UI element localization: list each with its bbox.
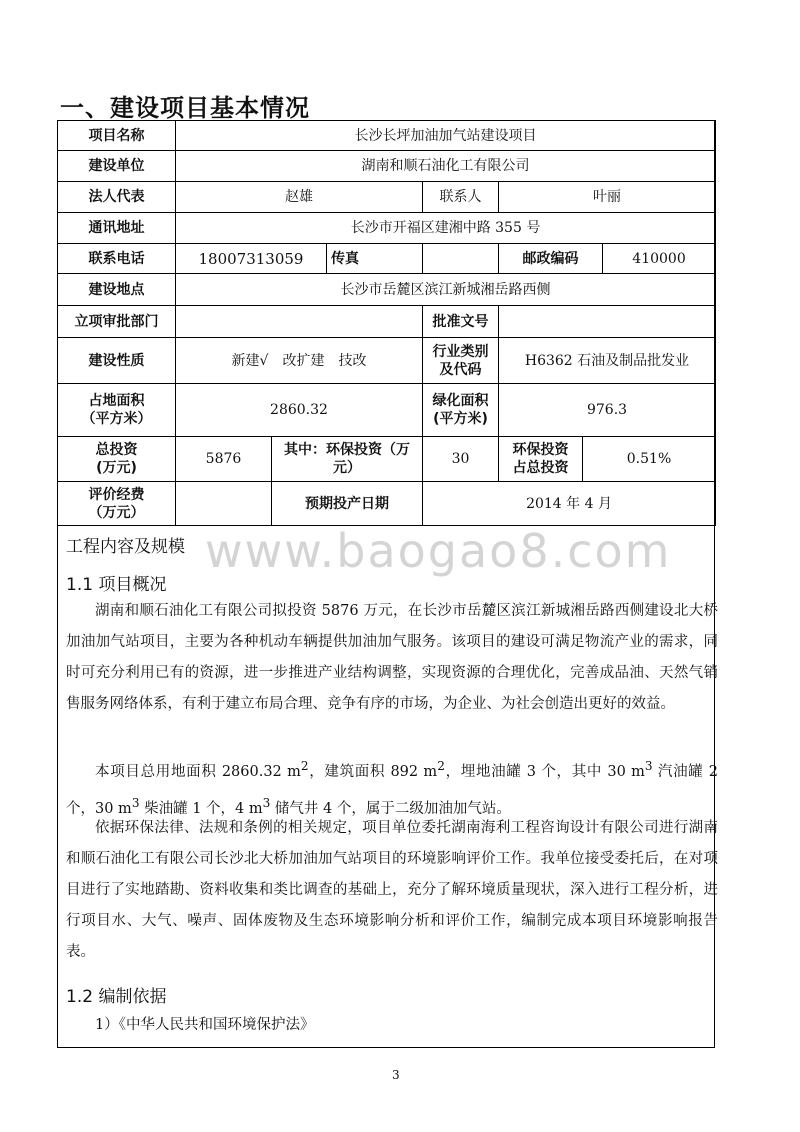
approval-no-value xyxy=(499,306,716,338)
approval-no-label: 批准文号 xyxy=(423,306,499,338)
sup-2: 2 xyxy=(437,759,445,773)
scale-text-1: 本项目总用地面积 2860.32 m xyxy=(95,763,301,780)
env-invest-label xyxy=(272,437,423,482)
invest-label xyxy=(58,437,176,482)
industry-value: H6362 石油及制品批发业 xyxy=(499,338,716,384)
phone-value: 18007313059 xyxy=(176,244,327,274)
builder-label: 建设单位 xyxy=(58,151,176,182)
site-value: 长沙市岳麓区滨江新城湘岳路西侧 xyxy=(176,274,716,306)
area-value: 2860.32 xyxy=(176,384,423,437)
industry-label-line2: 及代码 xyxy=(439,361,482,378)
invest-label-line1: 总投资 xyxy=(95,442,138,458)
project-name-label: 项目名称 xyxy=(58,121,176,151)
nature-label: 建设性质 xyxy=(58,338,176,384)
subsection-title-1: 1.1 项目概况 xyxy=(66,575,167,595)
site-label: 建设地点 xyxy=(58,274,176,306)
invest-value: 5876 xyxy=(176,437,272,482)
fax-label: 传真 xyxy=(327,244,423,274)
sup-4: 3 xyxy=(131,795,140,810)
row-eval-fee xyxy=(58,482,716,526)
phone-label: 联系电话 xyxy=(58,244,176,274)
row-approval xyxy=(58,306,716,338)
env-ratio-value: 0.51% xyxy=(583,437,716,482)
commission-paragraph: 依据环保法律、法规和条例的相关规定，项目单位委托湖南海利工程咨询设计有限公司进行湖南和顺石油化工有限公司长沙北大桥加油加气站项目的环境影响评价工作。我单位接受委托后，在对项目进行了实地踏勘、资料收集和类比调查的基础上，充分了解环境质量现状，深入进行工程分析，进行项目水、大气、噪声、固体废物及生态环境影响分析和评价工作，编制完成本项目环境影响报告表。 xyxy=(66,820,718,960)
green-label-line2: (平方米) xyxy=(433,411,488,427)
postcode-label: 邮政编码 xyxy=(499,244,603,274)
green-label xyxy=(423,384,499,437)
eval-fee-label-line2: （万元） xyxy=(88,504,145,521)
approval-dept-label: 立项审批部门 xyxy=(58,306,176,338)
row-investment xyxy=(58,437,716,482)
scale-text-6: 储气井 4 个，属于二级加油加气站。 xyxy=(270,800,511,817)
scale-text-3: ，埋地油罐 3 个，其中 30 m xyxy=(444,763,645,780)
eval-fee-value xyxy=(176,482,272,526)
row-legal-rep xyxy=(58,182,716,213)
scale-text-5: 柴油罐 1 个，4 m xyxy=(139,800,263,817)
area-label-line2: （平方米） xyxy=(81,411,152,427)
sup-1: 2 xyxy=(300,759,309,773)
eval-fee-label xyxy=(58,482,176,526)
project-name-value: 长沙长坪加油加气站建设项目 xyxy=(176,121,716,151)
approval-dept-value xyxy=(176,306,423,338)
address-value: 长沙市开福区建湘中路 355 号 xyxy=(176,213,716,244)
contact-label: 联系人 xyxy=(423,182,499,213)
address-label: 通讯地址 xyxy=(58,213,176,244)
env-ratio-label xyxy=(499,437,583,482)
area-label-line1: 占地面积 xyxy=(88,393,145,409)
green-value: 976.3 xyxy=(499,384,716,437)
scale-text-2: ，建筑面积 892 m xyxy=(308,763,438,780)
nature-value: 新建√ 改扩建 技改 xyxy=(176,338,423,384)
contact-value: 叶丽 xyxy=(499,182,716,213)
builder-value: 湖南和顺石油化工有限公司 xyxy=(176,151,716,182)
industry-label xyxy=(423,338,499,384)
subsection-title-2: 1.2 编制依据 xyxy=(66,987,167,1007)
sup-3: 3 xyxy=(644,759,653,773)
law-item-1: 1）《中华人民共和国环境保护法》 xyxy=(95,1017,315,1033)
page-number: 3 xyxy=(392,1068,400,1082)
env-invest-label-line1: 其中：环保投资（万 xyxy=(284,442,410,458)
project-info-table xyxy=(57,120,716,526)
industry-label-line1: 行业类别 xyxy=(432,343,489,360)
row-phone xyxy=(58,244,716,274)
overview-paragraph: 湖南和顺石油化工有限公司拟投资 5876 万元，在长沙市岳麓区滨江新城湘岳路西侧建设北大桥加油加气站项目，主要为各种机动车辆提供加油加气服务。该项目的建设可满足物流产业的需求，同时可充分利用已有的资源，进一步推进产业结构调整，实现资源的合理优化，完善成品油、天然气销售服务网络体系，有利于建立布局合理、竞争有序的市场，为企业、为社会创造出更好的效益。 xyxy=(66,603,718,712)
row-address xyxy=(58,213,716,244)
env-invest-label-line2: 元） xyxy=(333,460,361,476)
green-label-line1: 绿化面积 xyxy=(432,393,489,409)
scale-text-4: 汽油罐 2 个，30 m xyxy=(66,763,718,817)
row-nature xyxy=(58,338,716,384)
invest-label-line2: (万元) xyxy=(96,460,137,476)
eval-fee-label-line1: 评价经费 xyxy=(88,486,145,503)
watermark: www.baogao8.com xyxy=(205,524,672,578)
row-project-name xyxy=(58,121,716,151)
fax-value xyxy=(423,244,499,274)
env-ratio-label-line1: 环保投资 xyxy=(512,442,569,458)
env-invest-value: 30 xyxy=(423,437,499,482)
start-date-label: 预期投产日期 xyxy=(272,482,423,526)
area-label xyxy=(58,384,176,437)
section-title: 工程内容及规模 xyxy=(66,537,185,557)
postcode-value: 410000 xyxy=(603,244,716,274)
legal-rep-label: 法人代表 xyxy=(58,182,176,213)
row-area xyxy=(58,384,716,437)
legal-rep-value: 赵雄 xyxy=(176,182,423,213)
start-date-value: 2014 年 4 月 xyxy=(423,482,716,526)
row-builder xyxy=(58,151,716,182)
env-ratio-label-line2: 占总投资 xyxy=(512,460,569,476)
row-site xyxy=(58,274,716,306)
sup-5: 3 xyxy=(262,795,271,810)
page-heading: 一、建设项目基本情况 xyxy=(60,94,310,122)
